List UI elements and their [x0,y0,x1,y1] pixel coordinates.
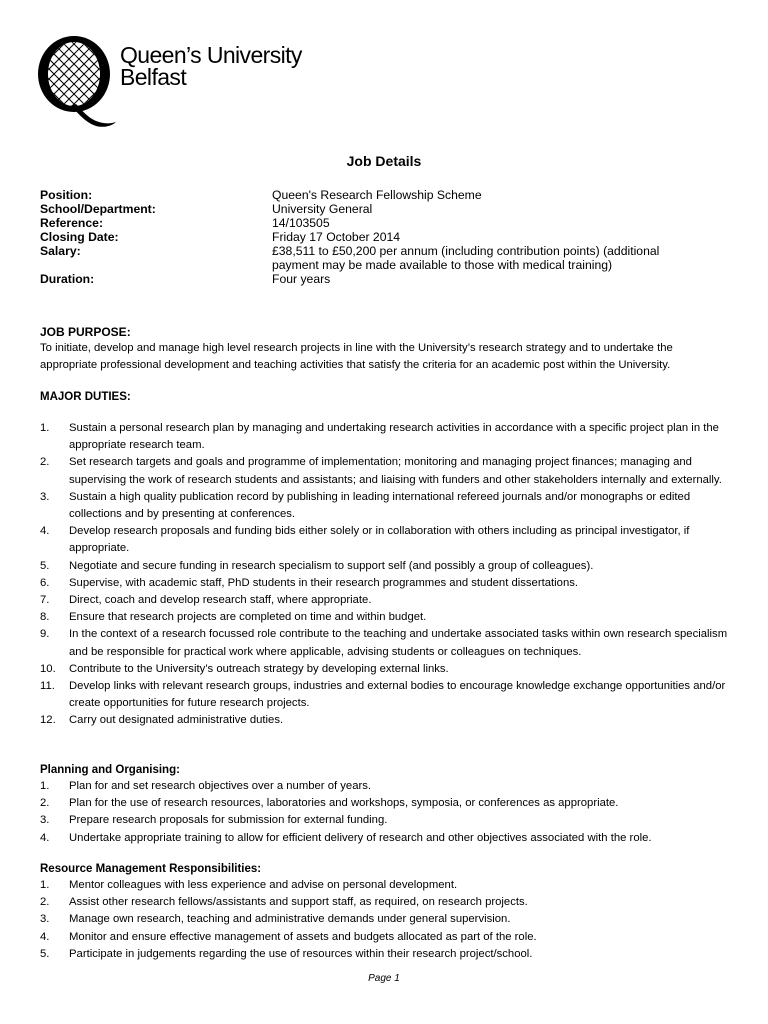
detail-label: Reference: [40,216,103,230]
item-text: Direct, coach and develop research staff, where appropriate. [69,594,372,607]
list-item [40,812,730,829]
item-number: 2. [40,456,50,469]
major-duties-heading: MAJOR DUTIES: [40,391,131,403]
list-item [40,778,730,795]
document-title: Job Details [346,153,422,169]
detail-row-position [40,188,730,202]
planning-heading: Planning and Organising: [40,764,180,776]
detail-label: Closing Date: [40,230,119,244]
job-purpose-text: To initiate, develop and manage high level research projects in line with the University’s research strategy and to undertake the appropriate professional development and teaching activities that satisfy the criteria for an academic post within the University. [40,342,673,372]
item-text: Set research targets and goals and programme of implementation; monitoring and managing project finances; managing and supervising the work of research students and assistants; and liaising with funders and other stakeholders internally and externally. [69,456,722,486]
page-number: Page 1 [368,973,400,984]
detail-row-department [40,202,730,216]
resource-heading: Resource Management Responsibilities: [40,863,262,875]
detail-row-reference [40,216,730,230]
item-number: 1. [40,422,50,434]
detail-row-closing-date [40,230,730,244]
item-number: 2. [40,896,50,909]
list-item [40,661,730,678]
detail-value: 14/103505 [272,216,330,230]
list-item [40,420,730,454]
item-text: Monitor and ensure effective management of assets and budgets allocated as part of the role. [69,930,537,943]
item-number: 7. [40,594,50,607]
list-item [40,558,730,575]
item-text: In the context of a research focussed role contribute to the teaching and undertake associated tasks within own research specialism and be responsible for practical work where applicable, advising students or colleagues on techniques. [69,628,728,658]
list-item [40,609,730,626]
detail-value: Friday 17 October 2014 [272,230,401,244]
item-number: 2. [40,797,50,810]
detail-value: University General [272,202,373,216]
item-text: Develop links with relevant research groups, industries and external bodies to encourage knowledge exchange opportunities and/or create opportunities for future research projects. [69,680,726,710]
item-text: Plan for the use of research resources, laboratories and workshops, symposia, or conferences as appropriate. [69,797,619,810]
item-number: 10. [40,662,56,675]
list-item [40,592,730,609]
item-number: 8. [40,611,50,624]
item-text: Plan for and set research objectives over a number of years. [69,780,372,792]
detail-label: Duration: [40,272,95,286]
item-number: 1. [40,879,50,891]
list-item [40,489,730,523]
item-number: 3. [40,490,50,503]
item-text: Ensure that research projects are completed on time and within budget. [69,611,427,624]
item-number: 12. [40,714,56,727]
item-number: 1. [40,780,50,792]
detail-label: Position: [40,188,93,202]
detail-row-duration [40,272,730,286]
item-text: Negotiate and secure funding in research specialism to support self (and possibly a group of colleagues). [69,559,594,572]
detail-label: School/Department: [40,202,156,216]
university-name: Queen’s University [120,42,302,68]
detail-value: Four years [272,272,331,286]
resource-list [40,877,730,963]
item-number: 5. [40,947,50,960]
detail-row-salary [40,244,730,272]
list-item [40,523,730,557]
item-text: Sustain a personal research plan by managing and undertaking research activities in accordance with a specific project plan in the appropriate research team. [69,422,719,452]
list-item [40,678,730,712]
list-item [40,929,730,946]
item-text: Prepare research proposals for submission for external funding. [69,814,388,827]
list-item [40,894,730,911]
list-item [40,877,730,894]
item-text: Manage own research, teaching and administrative demands under general supervision. [69,913,511,926]
list-item [40,712,730,729]
item-number: 3. [40,913,50,926]
item-number: 4. [40,831,50,844]
list-item [40,575,730,592]
list-item [40,946,730,963]
item-number: 3. [40,814,50,827]
crest-q-icon [34,34,118,130]
job-purpose-heading: JOB PURPOSE: [40,325,131,339]
detail-value: £38,511 to £50,200 per annum (including contribution points) (additional payment may be made available to those with medical training) [272,244,660,272]
item-text: Sustain a high quality publication record by publishing in leading international refereed journals and/or monographs or edited collections and by presenting at conferences. [69,490,691,521]
item-text: Mentor colleagues with less experience and advise on personal development. [69,879,458,891]
major-duties-list [40,420,730,730]
detail-value: Queen's Research Fellowship Scheme [272,188,482,202]
item-text: Develop research proposals and funding bids either solely or in collaboration with others including as principal investigator, if appropriate. [69,525,690,555]
item-number: 4. [40,525,50,538]
detail-label: Salary: [40,244,81,258]
list-item [40,626,730,660]
university-city: Belfast [120,64,187,90]
list-item [40,795,730,812]
item-text: Assist other research fellows/assistants and support staff, as required, on research projects. [69,896,528,909]
item-text: Undertake appropriate training to allow for efficient delivery of research and other objectives associated with the role. [69,831,652,844]
list-item [40,830,730,847]
item-text: Participate in judgements regarding the use of resources within their research project/school. [69,947,533,960]
item-number: 9. [40,628,50,641]
item-text: Carry out designated administrative duties. [69,714,284,727]
item-number: 11. [40,680,55,693]
job-details-table [40,188,730,286]
list-item [40,454,730,488]
item-number: 5. [40,559,50,572]
item-number: 4. [40,930,50,943]
item-text: Contribute to the University’s outreach strategy by developing external links. [69,662,449,675]
item-number: 6. [40,576,50,589]
planning-list [40,778,730,847]
list-item [40,911,730,928]
item-text: Supervise, with academic staff, PhD students in their research programmes and student dissertations. [69,576,579,589]
university-logo [34,34,304,134]
